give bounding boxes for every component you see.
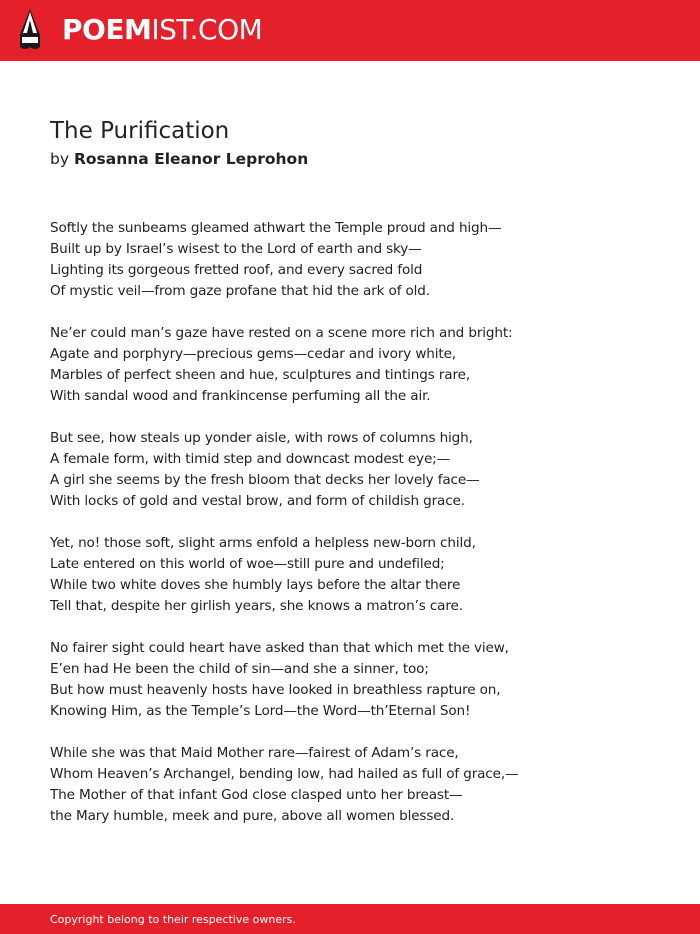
site-footer <box>0 904 700 934</box>
poem-title: The Purification <box>50 118 230 144</box>
poem-line: Knowing Him, as the Temple’s Lord—the Word—th’Eternal Son! <box>50 703 471 719</box>
poem-line: Late entered on this world of woe—still pure and undefiled; <box>50 556 445 572</box>
poem-line: But how must heavenly hosts have looked in breathless rapture on, <box>50 682 501 698</box>
poem-body <box>50 218 670 848</box>
site-logo[interactable] <box>62 13 262 47</box>
poem-line: A female form, with timid step and downcast modest eye;— <box>50 451 451 467</box>
by-label: by <box>50 150 70 168</box>
poem-line: Marbles of perfect sheen and hue, sculptures and tintings rare, <box>50 367 470 383</box>
poem-line: With locks of gold and vestal brow, and form of childish grace. <box>50 493 465 509</box>
stanza <box>50 323 670 407</box>
poem-line: Whom Heaven’s Archangel, bending low, had hailed as full of grace,— <box>50 766 519 782</box>
poem-line: Softly the sunbeams gleamed athwart the Temple proud and high— <box>50 220 502 236</box>
site-header <box>0 0 700 61</box>
poem-line: Built up by Israel’s wisest to the Lord of earth and sky— <box>50 241 422 257</box>
poem-line: Of mystic veil—from gaze profane that hid the ark of old. <box>50 283 430 299</box>
poem-line: Agate and porphyry—precious gems—cedar and ivory white, <box>50 346 456 362</box>
copyright-notice: Copyright belong to their respective owners. <box>50 913 296 926</box>
poem-line: No fairer sight could heart have asked than that which met the view, <box>50 640 509 656</box>
poem-line: The Mother of that infant God close clasped unto her breast— <box>50 787 463 803</box>
poem-byline <box>50 148 308 170</box>
poem-author: Rosanna Eleanor Leprohon <box>73 150 309 168</box>
poem-line: Tell that, despite her girlish years, she knows a matron’s care. <box>50 598 463 614</box>
poem-line: Lighting its gorgeous fretted roof, and every sacred fold <box>50 262 423 278</box>
poem-line: While two white doves she humbly lays before the altar there <box>50 577 461 593</box>
logo-text-light: IST.COM <box>151 13 263 46</box>
poem-line: Ne’er could man’s gaze have rested on a scene more rich and bright: <box>50 325 513 341</box>
poem-line: While she was that Maid Mother rare—fairest of Adam’s race, <box>50 745 459 761</box>
poem-line: E’en had He been the child of sin—and she a sinner, too; <box>50 661 429 677</box>
poem-line: Yet, no! those soft, slight arms enfold a helpless new-born child, <box>50 535 476 551</box>
stanza <box>50 743 670 827</box>
stanza <box>50 533 670 617</box>
stanza <box>50 638 670 722</box>
poem-line: With sandal wood and frankincense perfuming all the air. <box>50 388 431 404</box>
pen-nib-icon[interactable] <box>18 9 42 51</box>
stanza <box>50 218 670 302</box>
stanza <box>50 428 670 512</box>
poem-line: But see, how steals up yonder aisle, with rows of columns high, <box>50 430 473 446</box>
logo-text-bold: POEM <box>62 13 152 46</box>
poem-line: the Mary humble, meek and pure, above all women blessed. <box>50 808 455 824</box>
poem-line: A girl she seems by the fresh bloom that decks her lovely face— <box>50 472 480 488</box>
